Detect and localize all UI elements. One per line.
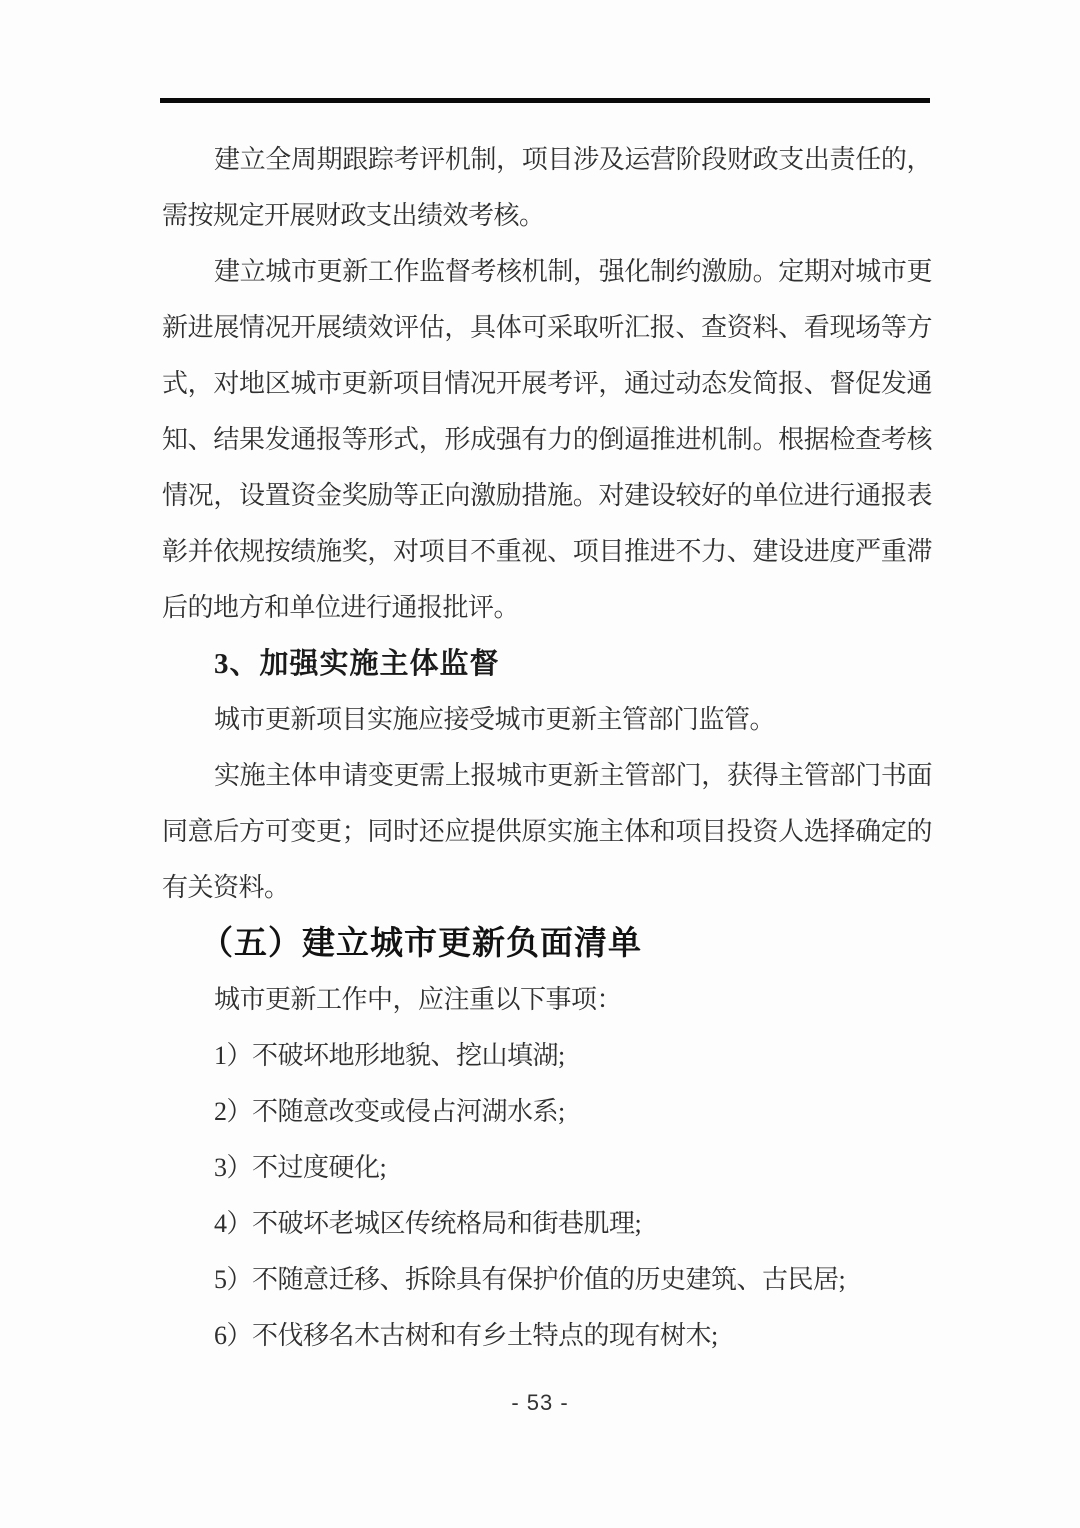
document-body <box>162 132 932 1364</box>
list-item: 5）不随意迁移、拆除具有保护价值的历史建筑、古民居; <box>214 1265 846 1294</box>
list-item: 6）不伐移名木古树和有乡土特点的现有树木; <box>214 1321 718 1350</box>
page-number: - 53 - <box>511 1390 569 1415</box>
list-item: 2）不随意改变或侵占河湖水系; <box>214 1097 565 1126</box>
paragraph-change-application: 实施主体申请变更需上报城市更新主管部门，获得主管部门书面同意后方可变更；同时还应提供原实施主体和项目投资人选择确定的有关资料。 <box>162 761 932 902</box>
list-item: 4）不破坏老城区传统格局和街巷肌理; <box>214 1209 642 1238</box>
heading-strengthen-implementation-supervision: 3、加强实施主体监督 <box>214 648 500 680</box>
paragraph-supervision-mechanism: 建立城市更新工作监督考核机制，强化制约激励。定期对城市更新进展情况开展绩效评估，具体可采取听汇报、查资料、看现场等方式，对地区城市更新项目情况开展考评，通过动态发简报、督促发通知、结果发通报等形式，形成强有力的倒逼推进机制。根据检查考核情况，设置资金奖励等正向激励措施。对建设较好的单位进行通报表彰并依规按绩施奖，对项目不重视、项目推进不力、建设进度严重滞后的地方和单位进行通报批评。 <box>162 257 932 622</box>
negative-list <box>162 1028 932 1364</box>
header-rule <box>160 98 930 103</box>
list-item: 3）不过度硬化; <box>214 1153 387 1182</box>
paragraph-list-intro: 城市更新工作中，应注重以下事项： <box>214 985 623 1014</box>
paragraph-regulator: 城市更新项目实施应接受城市更新主管部门监管。 <box>214 705 776 734</box>
heading-negative-list: （五）建立城市更新负面清单 <box>200 926 642 962</box>
list-item: 1）不破坏地形地貌、挖山填湖; <box>214 1041 565 1070</box>
paragraph-tracking-mechanism: 建立全周期跟踪考评机制，项目涉及运营阶段财政支出责任的，需按规定开展财政支出绩效考核。 <box>162 145 932 230</box>
